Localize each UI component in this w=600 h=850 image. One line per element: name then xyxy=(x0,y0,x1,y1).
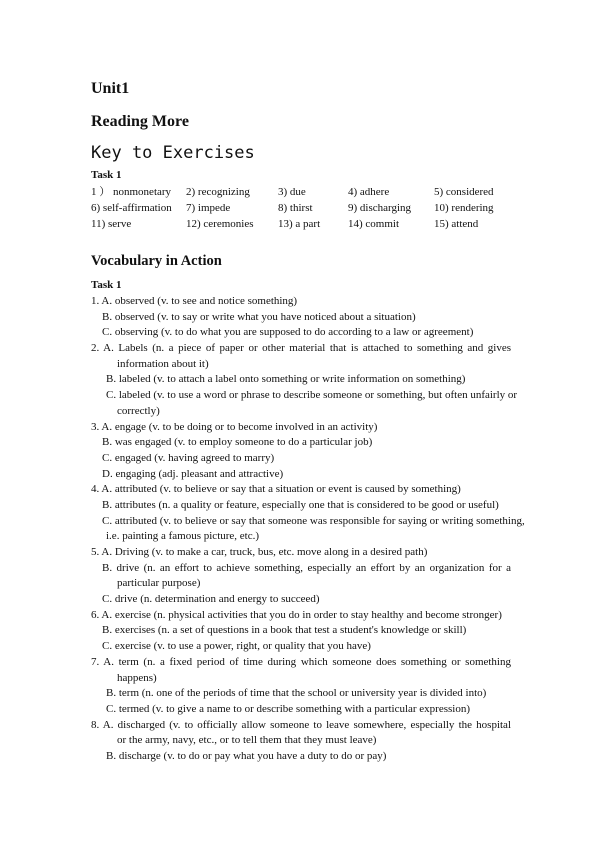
vocab-line: 8. A. discharged (v. to officially allow someone to leave somewhere, especially the hospital xyxy=(91,718,511,731)
vocab-line: i.e. painting a famous picture, etc.) xyxy=(106,530,260,543)
key-title: Key to Exercises xyxy=(91,143,255,163)
vocab-line: 3. A. engage (v. to be doing or to become involved in an activity) xyxy=(91,420,378,433)
vocab-line: C. engaged (v. having agreed to marry) xyxy=(102,451,275,464)
vocab-line: B. exercises (n. a set of questions in a book that test a student's knowledge or skill) xyxy=(102,624,467,637)
vocab-line: C. attributed (v. to believe or say that someone was responsible for saying or writing something, xyxy=(102,514,525,527)
answer-cell: 5) considered xyxy=(434,186,494,198)
vocab-line: B. was engaged (v. to employ someone to do a particular job) xyxy=(102,436,373,449)
vocab-line: 6. A. exercise (n. physical activities that you do in order to stay healthy and become stronger) xyxy=(91,608,502,621)
answer-cell: 9) discharging xyxy=(348,202,412,214)
vocab-line: 7. A. term (n. a fixed period of time during which someone does something or something xyxy=(91,655,511,668)
task1-label: Task 1 xyxy=(91,169,122,181)
vocab-line: B. drive (n. an effort to achieve something, especially an effort by an organization for a xyxy=(102,561,511,574)
vocab-line: or the army, navy, etc., or to tell them that they must leave) xyxy=(117,734,377,747)
vocab-task-label: Task 1 xyxy=(91,279,122,291)
vocab-line: 4. A. attributed (v. to believe or say that a situation or event is caused by something) xyxy=(91,483,461,496)
answer-cell: 8) thirst xyxy=(278,202,313,214)
answer-cell: 12) ceremonies xyxy=(186,218,254,230)
answer-cell: 7) impede xyxy=(186,202,231,214)
answer-cell: 1 ） nonmonetary xyxy=(91,186,172,198)
answer-cell: 14) commit xyxy=(348,218,400,230)
vocab-line: C. observing (v. to do what you are supposed to do according to a law or agreement) xyxy=(102,326,474,339)
answer-cell: 4) adhere xyxy=(348,186,390,198)
vocab-line: 5. A. Driving (v. to make a car, truck, bus, etc. move along in a desired path) xyxy=(91,546,428,558)
vocab-line: B. labeled (v. to attach a label onto something or write information on something) xyxy=(106,373,466,386)
vocab-line: happens) xyxy=(117,671,157,684)
vocab-line: particular purpose) xyxy=(117,577,201,590)
answer-cell: 10) rendering xyxy=(434,202,494,214)
answer-row xyxy=(91,216,514,232)
vocab-line: B. observed (v. to say or write what you have noticed about a situation) xyxy=(102,310,416,323)
vocab-line: information about it) xyxy=(117,357,209,370)
vocab-line: C. labeled (v. to use a word or phrase to describe someone or something, but often unfairly or xyxy=(106,389,518,402)
answer-cell: 11) serve xyxy=(91,218,132,230)
vocab-title: Vocabulary in Action xyxy=(91,253,222,269)
vocab-line: correctly) xyxy=(117,404,160,417)
answer-cell: 2) recognizing xyxy=(186,186,250,198)
answer-cell: 3) due xyxy=(278,186,306,198)
vocab-line: B. attributes (n. a quality or feature, especially one that is considered to be good or useful) xyxy=(102,498,499,511)
answer-cell: 13) a part xyxy=(278,218,321,230)
vocab-line: 1. A. observed (v. to see and notice something) xyxy=(91,295,298,307)
vocab-line: C. drive (n. determination and energy to succeed) xyxy=(102,593,320,606)
vocab-answers xyxy=(91,294,525,765)
section-title: Reading More xyxy=(91,113,189,130)
answer-row xyxy=(91,200,514,216)
vocab-line: D. engaging (adj. pleasant and attractive) xyxy=(102,467,284,480)
vocab-line: B. discharge (v. to do or pay what you have a duty to do or pay) xyxy=(106,749,387,762)
answer-grid xyxy=(91,184,514,232)
vocab-line: B. term (n. one of the periods of time that the school or university year is divided into) xyxy=(106,687,487,700)
answer-cell: 6) self-affirmation xyxy=(91,202,172,214)
vocab-line: 2. A. Labels (n. a piece of paper or other material that is attached to something and gives xyxy=(91,342,511,355)
unit-title: Unit1 xyxy=(91,80,130,97)
vocab-line: C. exercise (v. to use a power, right, or quality that you have) xyxy=(102,640,371,653)
vocab-line: C. termed (v. to give a name to or describe something with a particular expression) xyxy=(106,702,471,715)
answer-row xyxy=(91,184,514,200)
answer-cell: 15) attend xyxy=(434,218,479,230)
